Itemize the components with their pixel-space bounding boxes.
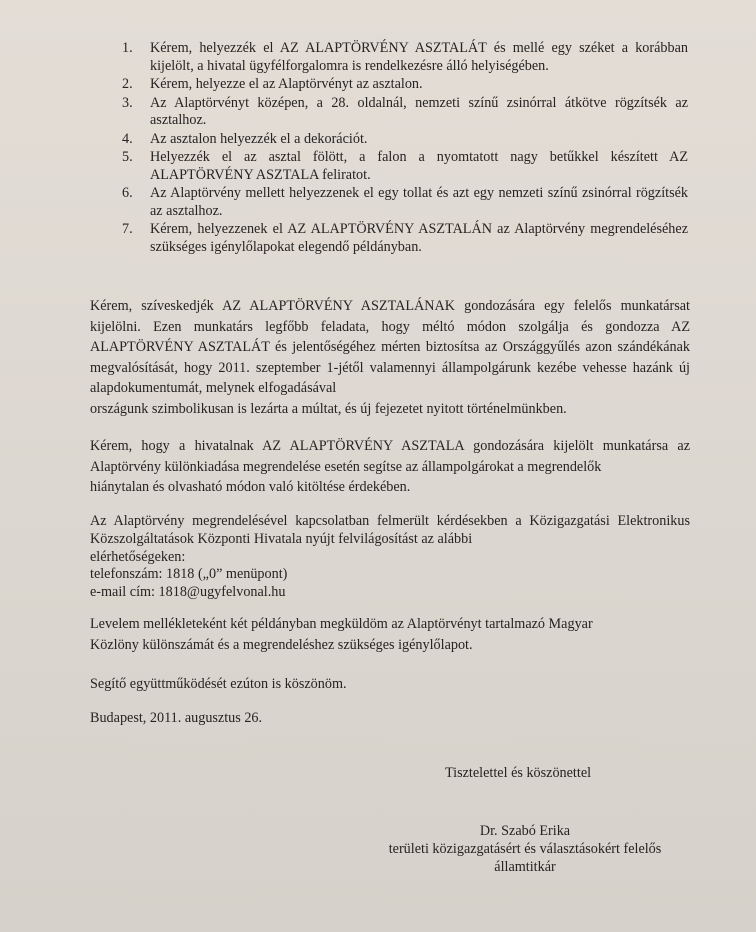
paragraph-inquiries xyxy=(90,512,690,566)
list-number: 1. xyxy=(122,40,133,56)
list-number: 7. xyxy=(122,221,133,237)
paragraph-last-line: elérhetőségeken: xyxy=(90,549,186,565)
paragraph-last-line: hiánytalan és olvasható módon való kitöltése érdekében. xyxy=(90,479,411,495)
signer-role: államtitkár xyxy=(494,859,556,875)
email-address: e-mail cím: 1818@ugyfelvonal.hu xyxy=(90,583,286,600)
list-text: Az asztalon helyezzék el a dekorációt. xyxy=(150,130,368,147)
list-number: 5. xyxy=(122,149,133,165)
list-item xyxy=(122,221,688,256)
list-item xyxy=(122,95,688,130)
signature-block xyxy=(346,822,704,876)
paragraph-assistance xyxy=(90,436,690,498)
list-number: 3. xyxy=(122,94,133,111)
paragraph-last-line: országunk szimbolikusan is lezárta a múltat, és új fejezetet nyitott történelmünkben. xyxy=(90,400,567,417)
list-text: Az Alaptörvényt középen, a 28. oldalnál, nemzeti színű zsinórral átkötve rögzítsék az asztalhoz. xyxy=(150,94,688,128)
list-item xyxy=(122,76,688,94)
closing-phrase xyxy=(445,764,591,782)
instruction-list xyxy=(122,40,688,257)
list-number: 4. xyxy=(122,130,133,147)
list-number: 6. xyxy=(122,185,133,201)
closing-text: Tisztelettel és köszönettel xyxy=(445,765,592,781)
date-text: Budapest, 2011. augusztus 26. xyxy=(90,710,263,726)
paragraph-body: Levelem mellékleteként két példányban megküldöm az Alaptörvényt tartalmazó Magyar xyxy=(90,616,593,632)
paragraph-text: Segítő együttműködését ezúton is köszönöm. xyxy=(90,676,347,692)
list-text: Kérem, helyezze el az Alaptörvényt az asztalon. xyxy=(150,76,423,92)
place-and-date xyxy=(90,708,690,729)
list-item xyxy=(122,40,688,75)
signer-title: területi közigazgatásért és választásokért felelős xyxy=(388,841,662,857)
paragraph-thanks xyxy=(90,674,690,695)
list-number: 2. xyxy=(122,76,133,92)
list-text: Az Alaptörvény mellett helyezzenek el egy tollat és azt egy nemzeti színű zsinórral rögzítsék az asztalhoz. xyxy=(150,185,688,219)
paragraph-body: Kérem, szíveskedjék AZ ALAPTÖRVÉNY ASZTALÁNAK gondozására egy felelős munkatársat kijelölni. Ezen munkatárs legfőbb feladata, hogy méltó módon szolgálja és gondozza AZ ALAPTÖRVÉNY ASZTALÁT és jelentőségéhez mérten biztosítsa az Országgyűlés azon szándékának megvalósítását, hogy 2011. szeptember 1-jétől valamennyi állampolgárunk kezébe vehesse hazánk új alapdokumentumát, melynek elfogadásával xyxy=(90,298,690,396)
list-text: Helyezzék el az asztal fölött, a falon a nyomtatott nagy betűkkel készített AZ ALAPTÖRVÉNY ASZTALA feliratot. xyxy=(150,149,688,183)
list-text: Kérem, helyezzék el AZ ALAPTÖRVÉNY ASZTALÁT és mellé egy széket a korábban kijelölt, a hivatal ügyfélforgalomra is rendelkezésre álló helyiségében. xyxy=(150,40,688,74)
contact-info xyxy=(90,566,690,601)
paragraph-caretaker xyxy=(90,296,690,419)
phone-number: telefonszám: 1818 („0” menüpont) xyxy=(90,566,288,582)
paragraph-last-line: Közlöny különszámát és a megrendeléshez szükséges igénylőlapot. xyxy=(90,636,473,653)
list-item xyxy=(122,185,688,220)
signer-name: Dr. Szabó Erika xyxy=(479,823,571,839)
paragraph-body: Az Alaptörvény megrendelésével kapcsolatban felmerült kérdésekben a Közigazgatási Elektronikus Közszolgáltatások Központi Hivatala nyújt felvilágosítást az alábbi xyxy=(90,513,690,547)
list-item xyxy=(122,149,688,184)
paragraph-attachment xyxy=(90,614,690,655)
list-text: Kérem, helyezzenek el AZ ALAPTÖRVÉNY ASZTALÁN az Alaptörvény megrendeléséhez szükséges igénylőlapokat elegendő példányban. xyxy=(150,221,688,255)
paragraph-body: Kérem, hogy a hivatalnak AZ ALAPTÖRVÉNY ASZTALA gondozására kijelölt munkatársa az Alaptörvény különkiadása megrendelése esetén segítse az állampolgárokat a megrendelők xyxy=(90,438,690,475)
list-item xyxy=(122,131,688,149)
